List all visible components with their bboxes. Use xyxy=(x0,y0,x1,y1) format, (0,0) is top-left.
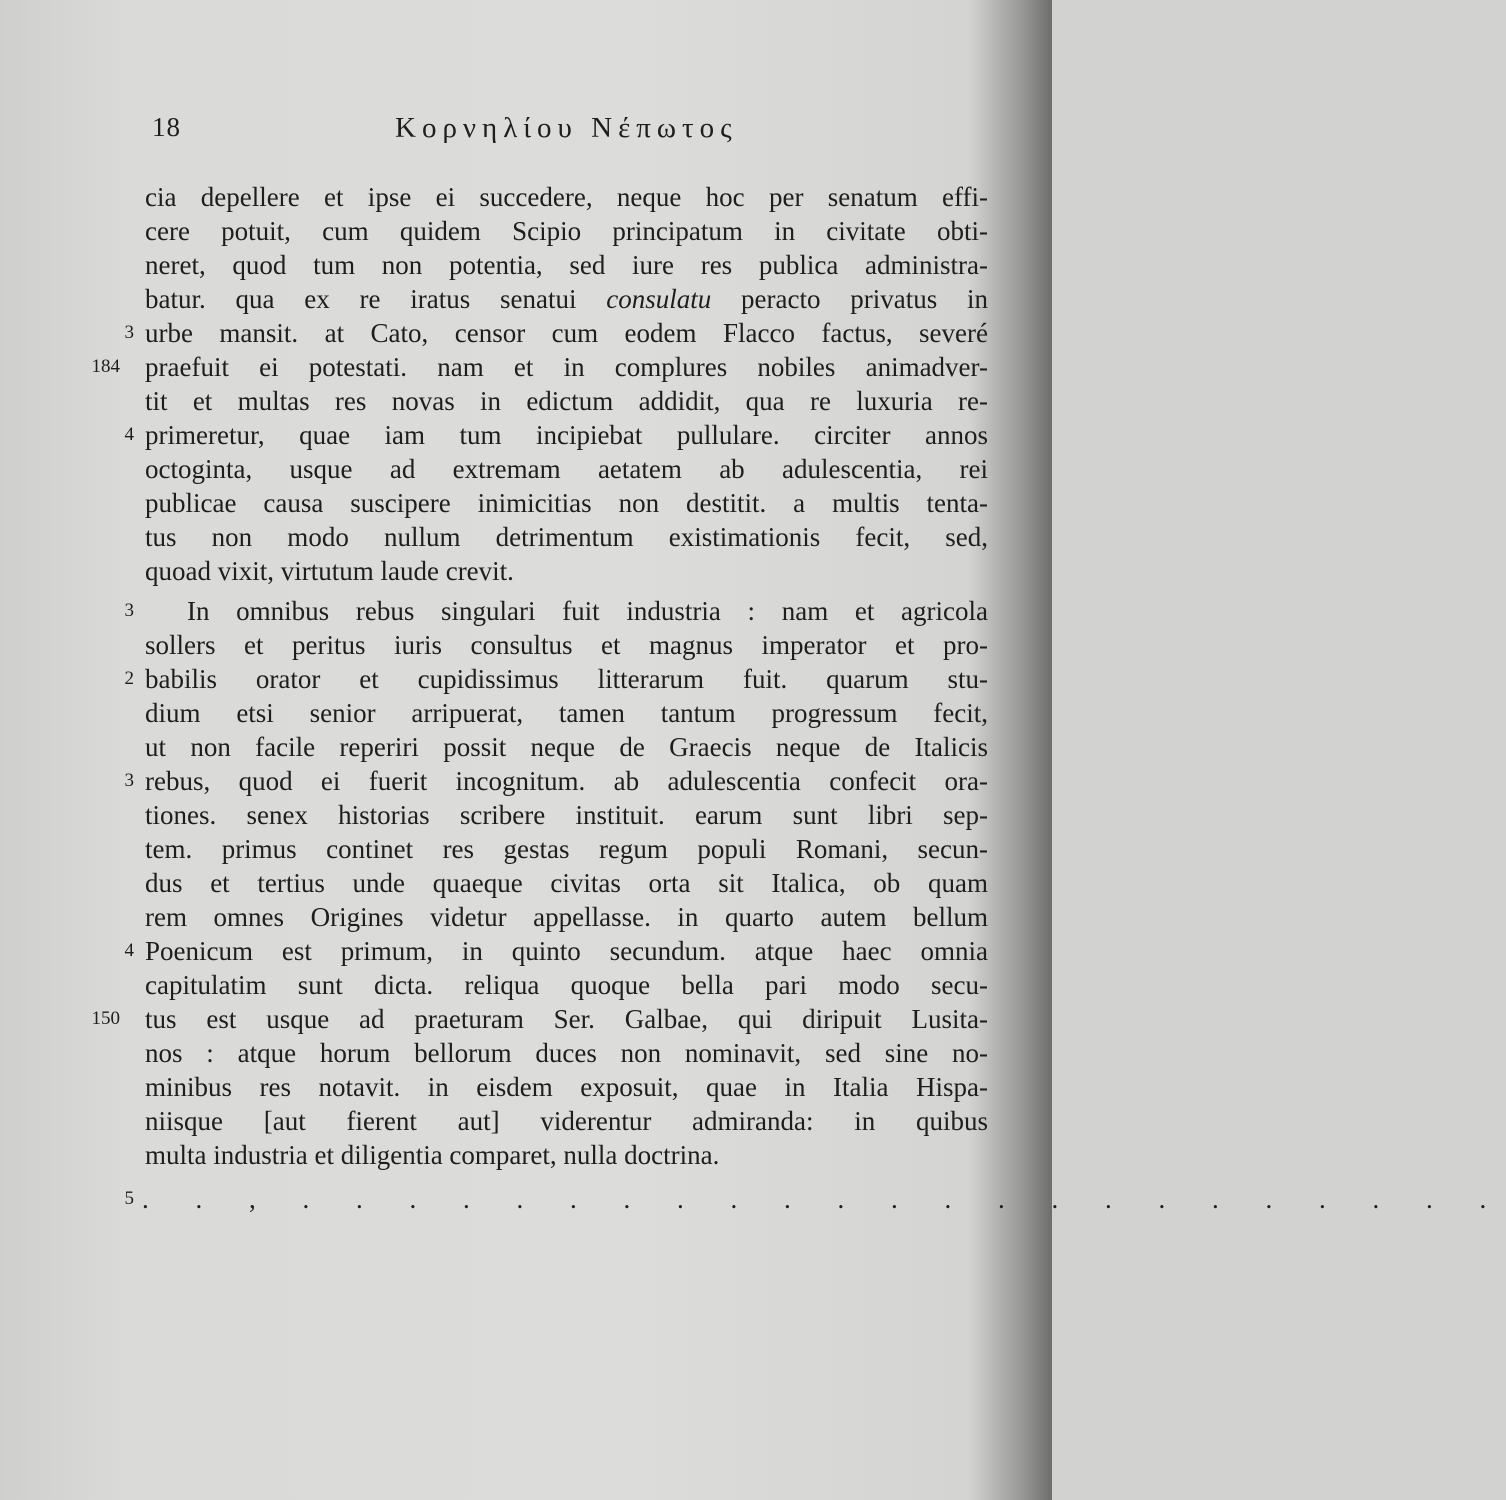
lacuna-dots: . . , . . . . . . . . . . . . . . . . . . . . . . . xyxy=(142,1184,1506,1214)
text-line: octoginta, usque ad extremam aetatem ab adulescentia, rei xyxy=(145,454,988,484)
text-line: neret, quod tum non potentia, sed iure res publica administra- xyxy=(145,250,988,280)
margin-section-number: 5 xyxy=(124,1188,134,1209)
paragraph-start-line: In omnibus rebus singulari fuit industria : nam et agricola xyxy=(187,596,988,626)
text-line: tit et multas res novas in edictum addidit, qua re luxuria re- xyxy=(145,386,988,416)
text-line: dium etsi senior arripuerat, tamen tantum progressum fecit, xyxy=(145,698,988,728)
text-line: tiones. senex historias scribere instituit. earum sunt libri sep- xyxy=(145,800,988,830)
text-line: multa industria et diligentia comparet, nulla doctrina. xyxy=(145,1140,720,1170)
text-line: dus et tertius unde quaeque civitas orta sit Italica, ob quam xyxy=(145,868,988,898)
page-number: 18 xyxy=(152,112,181,142)
text-line: tus non modo nullum detrimentum existimationis fecit, sed, xyxy=(145,522,988,552)
text-line: babilis orator et cupidissimus litterarum fuit. quarum stu- xyxy=(145,664,988,694)
running-title: Κορνηλίου Νέπωτος xyxy=(395,112,738,144)
text-line: batur. qua ex re iratus senatui consulatu peracto privatus in xyxy=(145,284,988,314)
text-line: cia depellere et ipse ei succedere, neque hoc per senatum effi- xyxy=(145,182,988,212)
margin-section-number: 3 xyxy=(124,770,134,791)
margin-section-number: 4 xyxy=(124,424,134,445)
text-line: publicae causa suscipere inimicitias non destitit. a multis tenta- xyxy=(145,488,988,518)
text-line: capitulatim sunt dicta. reliqua quoque bella pari modo secu- xyxy=(145,970,988,1000)
text-line: praefuit ei potestati. nam et in complures nobiles animadver- xyxy=(145,352,988,382)
text-line: nos : atque horum bellorum duces non nominavit, sed sine no- xyxy=(145,1038,988,1068)
text-line: niisque [aut fierent aut] viderentur admiranda: in quibus xyxy=(145,1106,988,1136)
text-line: cere potuit, cum quidem Scipio principatum in civitate obti- xyxy=(145,216,988,246)
margin-section-number: 2 xyxy=(124,668,134,689)
text-line: rem omnes Origines videtur appellasse. in quarto autem bellum xyxy=(145,902,988,932)
text-line: ut non facile reperiri possit neque de Graecis neque de Italicis xyxy=(145,732,988,762)
text-line: quoad vixit, virtutum laude crevit. xyxy=(145,556,514,586)
text-line: minibus res notavit. in eisdem exposuit, quae in Italia Hispa- xyxy=(145,1072,988,1102)
text-line: Poenicum est primum, in quinto secundum. atque haec omnia xyxy=(145,936,988,966)
text-line: rebus, quod ei fuerit incognitum. ab adulescentia confecit ora- xyxy=(145,766,988,796)
margin-chapter-number: 3 xyxy=(124,600,134,621)
margin-section-number: 4 xyxy=(124,940,134,961)
text-line: primeretur, quae iam tum incipiebat pullulare. circiter annos xyxy=(145,420,988,450)
italic-word: consulatu xyxy=(606,284,712,314)
margin-section-number: 3 xyxy=(124,322,134,343)
text-line: tus est usque ad praeturam Ser. Galbae, qui diripuit Lusita- xyxy=(145,1004,988,1034)
text-line: tem. primus continet res gestas regum populi Romani, secun- xyxy=(145,834,988,864)
margin-year-number: 150 xyxy=(91,1008,120,1029)
margin-year-number: 184 xyxy=(91,356,120,377)
text-line: urbe mansit. at Cato, censor cum eodem Flacco factus, severé xyxy=(145,318,988,348)
text-line: sollers et peritus iuris consultus et magnus imperator et pro- xyxy=(145,630,988,660)
